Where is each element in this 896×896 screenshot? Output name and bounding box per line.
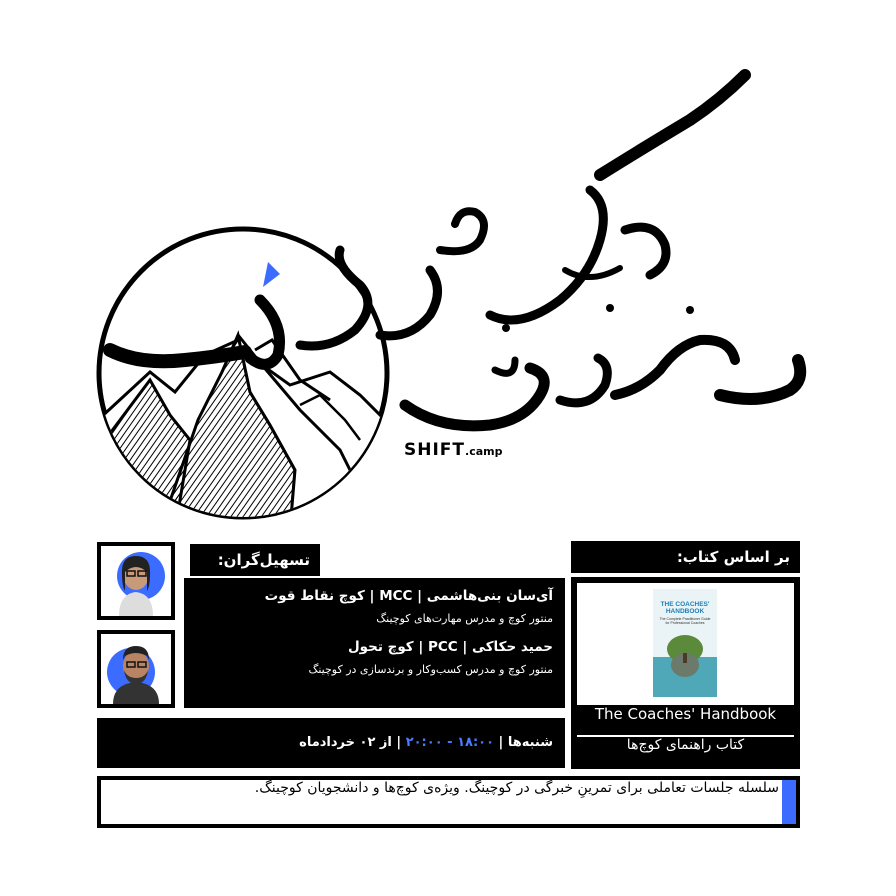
facilitators-label [190,544,320,576]
island-tree-image [653,629,717,697]
schedule-bar [97,718,565,768]
facilitators-panel [184,578,565,708]
book-cover [653,589,717,697]
schedule-start: | از ۰۲ خردادماه [299,735,402,750]
accent-bar [782,780,796,824]
facilitator-2-role: منتور کوچ و مدرس کسب‌وکار و برندسازی در کوچینگ [308,663,553,676]
woman-portrait-icon [101,546,171,616]
book-label [571,541,800,573]
facilitator-2-photo [97,630,175,708]
book-title-en: The Coaches' Handbook [594,705,777,723]
facilitator-1-role: منتور کوچ و مدرس مهارت‌های کوچینگ [376,612,553,625]
book-title-fa-row [577,735,794,765]
brand-main: SHIFT [404,440,466,460]
facilitator-2-name: حمید حکاکی | PCC | کوچ تحول [347,639,553,655]
brand-suffix: .camp [465,445,503,458]
book-card [571,577,800,769]
book-cover-title: THE COACHES' HANDBOOK [660,601,710,615]
facilitators-label-text: تسهیل‌گران: [217,551,310,569]
facilitator-1-name: آی‌سان بنی‌هاشمی | MCC | کوچ نقاط قوت [264,588,553,604]
schedule-time: ۱۸:۰۰ - ۲۰:۰۰ [405,735,495,750]
footer-box [97,776,800,828]
footer-tagline: سلسله جلسات تعاملی برای تمرینِ خبرگی در کوچینگ. ویژه‌ی کوچ‌ها و دانشجویان کوچینگ. [254,780,779,796]
book-cover-area [577,583,794,703]
shift-camp-logo [404,440,502,460]
book-cover-subtitle: The Complete Practitioner Guide for Professional Coaches [659,617,711,625]
book-title-fa: کتاب راهنمای کوچ‌ها [626,737,745,753]
schedule-day: شنبه‌ها | [498,735,553,750]
facilitator-1-photo [97,542,175,620]
man-portrait-icon [101,634,171,704]
book-label-text: بر اساس کتاب: [676,548,790,566]
book-title-en-row [577,703,794,733]
